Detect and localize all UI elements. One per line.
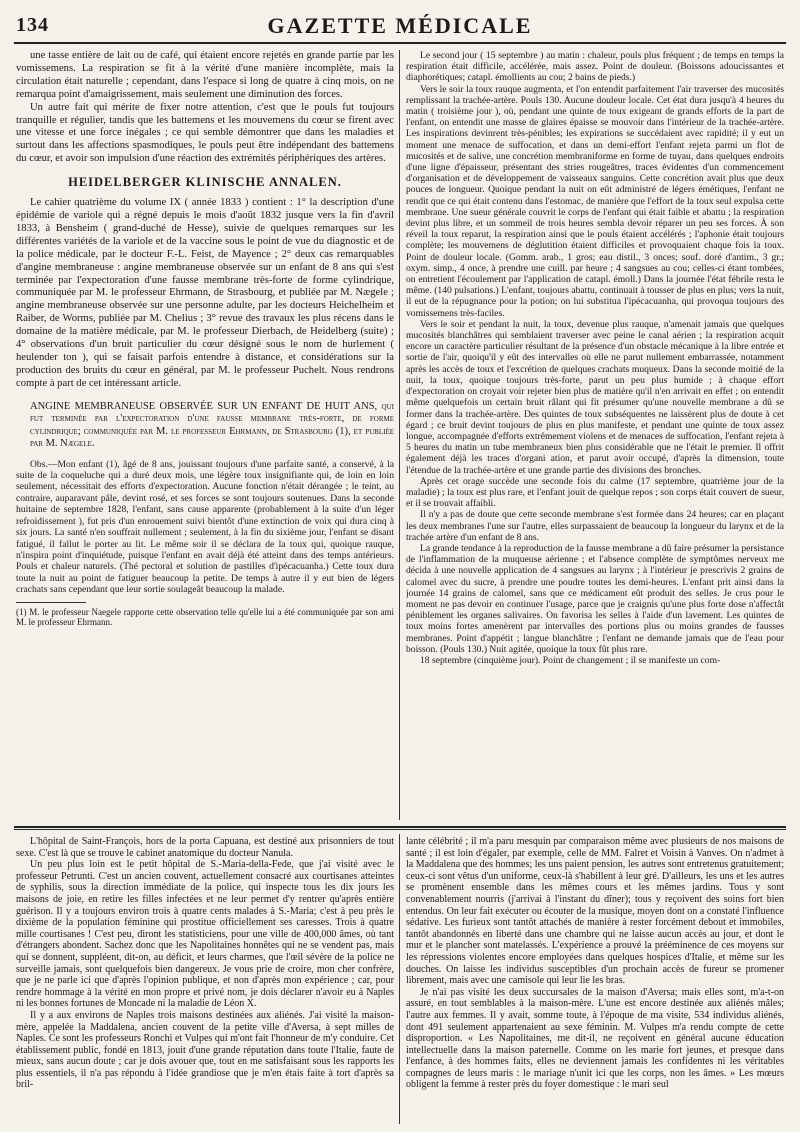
paragraph: une tasse entière de lait ou de café, qui étaient encore rejetés en grande partie par les vomissemens. La respiration se fit à la vérité d'une manière incomplète, mais la circulation était naturelle ; cependant, dans l'espace si long de quatre à cinq mois, on ne remarqua point d'amaigrissement, mais seulement une diminution des forces. bbox=[16, 50, 394, 100]
paragraph: lante célébrité ; il m'a paru mesquin par comparaison même avec plusieurs de nos maisons de santé ; il est loin d'égaler, par exemple, celle de MM. Falret et Voisin à Vanves. On n'admet à la Maddalena que des hommes; les uns paient pension, les autres sont entretenus gratuitement; ceux-ci sont vêtus d'un uniforme, ceux-là s'habillent à leur gré. D'ailleurs, les uns et les autres se promènent ensemble dans les mêmes cours et les mêmes jardins. Tous y sont convenablement nourris (j'arrivai à l'instant du dîner); tous y reçoivent des soins fort bien entendus. On leur fait exécuter ou écouter de la musique, moyen dont on a constaté l'influence sédative. Les furieux sont tantôt attachés de manière à rester forcément debout et immobiles, tantôt abandonnés en liberté dans une chambre qui ne laisse aucun accès au jour, et dont le mur et le plancher sont matelassés. L'expérience a prouvé la prééminence de ces moyens sur les répressions violentes encore employées dans quelques hospices d'Italie, et même sur les douches. On laisse les individus susceptibles d'un prochain accès de fureur se promener librement, mais avec une camisole qui leur lie les bras. bbox=[406, 836, 784, 987]
observation-paragraph: Obs.—Mon enfant (1), âgé de 8 ans, jouissant toujours d'une parfaite santé, a conservé, à la suite de la coqueluche qui a duré deux mois, une légère toux insignifiante qui, de loin en loin seulement, nécessitait des efforts d'expectoration. Aucune fonction n'était dérangée ; le teint, au contraire, auparavant pâle, devint rosé, et ses forces se sont toujours soutenues. Dans la seconde huitaine de septembre 1828, l'enfant, sans cause apparente (probablement à la suite d'un léger refroidissement ), fut pris d'un enrouement suivi bientôt d'une extinction de voix qui dura cinq à six jours. La santé n'en souffrait nullement ; seulement, à la fin du sixième jour, l'enfant se disant fatigué, il fallut le porter au lit. Le même soir il se déclara de la toux qui, quoique rauque, n'inspira point d'inquiétude, puisque l'enfant en avait déjà été atteint dans des temps antérieurs. Pouls et chaleur naturels. (Thé pectoral et solution de pastilles d'ipécacuanha.) Cette toux dura toute la nuit au point de fatiguer beaucoup la petite. De temps à autre il y eut bien de légers crachats sans cependant que leur sortie soulageât beaucoup la malade. bbox=[16, 458, 394, 596]
paragraph: La grande tendance à la reproduction de la fausse membrane a dû faire présumer la persistance de l'inflammation de la muqueuse aérienne ; et l'absence complète de symptômes nerveux me décida à une nouvelle application de 4 sangsues au larynx ; à l'intérieur je prescrivis 2 grains de calomel avec du sucre, à prendre une poudre toutes les demi-heures. L'enfant prit ainsi dans la journée 14 grains de calomel, sans que ce médicament eût produit des selles. Je crus pour le moment ne pas devoir en continuer l'usage, parce que je craignis qu'une plus forte dose n'affectât péniblement les organes salivaires. On favorisa les selles à l'aide d'un lavement. Les quintes de toux moins fortes amenèrent par intervalles des portions plus ou moins grandes de fausses membranes. Point d'appétit ; langue blanchâtre ; l'enfant ne demande jamais que de l'eau pour boisson. (Pouls 130.) Nuit agitée, quoique la toux fût plus rare. bbox=[406, 542, 784, 655]
paragraph: L'hôpital de Saint-François, hors de la porta Capuana, est destiné aux prisonniers de tout sexe. C'est là que se trouve le cabinet anatomique du docteur Nanula. bbox=[16, 836, 394, 859]
journal-title: GAZETTE MÉDICALE bbox=[267, 13, 533, 38]
horizontal-divider bbox=[14, 826, 786, 828]
column-right-bottom bbox=[406, 836, 784, 1124]
paragraph: Vers le soir et pendant la nuit, la toux, devenue plus rauque, n'amenait jamais que quelques mucosités blanchâtres qui semblaient traverser avec peine le canal aérien ; la respiration acquit encore un caractère particulier résultant de la présence d'un obstacle mécanique à la libre entrée et sortie de l'air, quoiqu'il y eût des intervalles où elle ne parut nullement embarrassée, notamment après les accès de toux et l'excrétion de quelques crachats muqueux. Dans la seconde moitié de la nuit, la toux, quoique toujours très-forte, parut un peu plus humide ; à chaque effort d'expectoration on croyait voir rejeter bien plus de matière qu'il n'en arrivait en effet ; on entendit même quelquefois un certain bruit râlant qui fit présumer qu'une nouvelle membrane a dû se former dans la trachée-artère. Des quintes de toux subséquentes ne laissèrent plus de doute à cet égard ; ce bruit devint toujours de plus en plus manifeste, et pendant une quinte de toux assez longue, accompagnée d'efforts extrêmement violens et de menaces de suffocation, l'enfant rejeta à 5 heures du matin un tube membraneux bien plus considérable que ne l'était le premier. Il offrit également déjà les traces d'organi ation, et parut avoir occupé, d'après la dimension, toute l'étendue de la trachée-artère et une grande partie des divisions des bronches. bbox=[406, 318, 784, 476]
section-title: HEIDELBERGER KLINISCHE ANNALEN. bbox=[68, 175, 342, 190]
column-divider-bottom bbox=[399, 834, 400, 1124]
paragraph: Après cet orage succède une seconde fois du calme (17 septembre, quatrième jour de la maladie) ; la toux est plus rare, et l'enfant jouit de quelque repos ; son corps était couvert de sueur, et il se trouvait affaibli. bbox=[406, 475, 784, 510]
page-header bbox=[14, 8, 786, 44]
paragraph: 18 septembre (cinquième jour). Point de changement ; il se manifeste un com- bbox=[420, 654, 721, 666]
column-right-top bbox=[406, 50, 784, 820]
page-number: 134 bbox=[16, 14, 49, 36]
newspaper-page bbox=[14, 8, 786, 1126]
paragraph: Le cahier quatrième du volume IX ( année 1833 ) contient : 1° la description d'une épidémie de variole qui a régné depuis le mois d'août 1832 jusque vers la fin d'avril 1833, à Bensheim ( grand-duché de Hesse), suivie de quelques remarques sur les différentes variétés de la variole et de la vaccine sous le point de vue du diagnostic et de la police médicale, par le docteur F.-L. Feist, de Mayence ; 2° deux cas remarquables d'angine membraneuse : angine membraneuse observée sur un enfant de 8 ans qui s'est terminée par l'expectoration d'une fausse membrane très-forte de forme cylindrique, communiquée par M. le professeur Ehrmann, de Strasbourg, et publiée par M. Nægele ; angine membraneuse observée sur une personne adulte, par les docteurs Heichelheim et Raiber, de Worms, publiée par M. Chelius ; 3° revue des travaux les plus récens dans le domaine de la matière médicale, par M. le professeur Dierbach, de Heidelberg (suite) ; 4° observations d'un bruit particulier du cœur désigné sous le nom de hurlement ( heulender ton ), qui se faisait parfois entendre à distance, et considérations sur la production des bruits du cœur en général, par M. le professeur Puchelt. Nous rendrons compte à part de cet intéressant article. bbox=[16, 197, 394, 389]
paragraph: Un autre fait qui mérite de fixer notre attention, c'est que le pouls fut toujours tranquille et régulier, tandis que les battemens et les mouvemens du cœur se firent avec une vitesse et une force inégales ; ce qui semble démontrer que dans les maladies et surtout dans les affections spasmodiques, le pouls peut être indépendant des battemens du cœur, et avoir son impulsion d'une réaction des extrémités périphériques des artères. bbox=[16, 101, 394, 165]
paragraph: Je n'ai pas visité les deux succursales de la maison d'Aversa; mais elles sont, m'a-t-on assuré, en tout semblables à la maison-mère. L'une est encore destinée aux aliénés mâles; l'autre aux femmes. Il y avait, somme toute, à l'époque de ma visite, 534 individus aliénés, dont 491 seulement appartenaient au sexe féminin. M. Vulpes m'a rendu compte de cette disproportion. « Les Napolitaines, me dit-il, ne reçoivent en général aucune éducation intellectuelle dans la maison paternelle. Comme on les marie fort jeunes, et presque dans l'enfance, à des hommes faits, elles ne deviennent jamais les confidentes ni les véritables compagnes de leurs maris : le mariage n'unit ici que les corps, non les âmes. » Les mœurs obligent la femme à rester près du foyer domestique : le mari seul bbox=[406, 986, 784, 1091]
horizontal-divider-thin bbox=[14, 829, 786, 830]
paragraph: Un peu plus loin est le petit hôpital de S.-Maria-della-Fede, que j'ai visité avec le professeur Petrunti. C'est un ancien couvent, actuellement consacré aux courtisanes atteintes de syphilis, sous la direction immédiate de la police, qui inspecte tous les dix jours les maisons de joie, en retire les filles infectées et ne leur permet d'y rentrer qu'après entière guérison. Il y a toujours environ trois à quatre cents malades à S.-Maria; c'est à peu près le dixième de la population féminine qui prostitue officiellement ses caresses. Trois à quatre mille courtisanes ! C'est peu, diront les statisticiens, pour une ville de 400,000 âmes, où tant d'étrangers abondent. Sachez donc que les Napolitaines honnêtes qui ne se vendent pas, mais qui se donnent, suppléent, dit-on, au déficit, et leurs charmes, que l'œil sévère de la police ne surveille jamais, sont quelquefois bien dangereux. Je vous prie de croire, mon cher confrère, que je ne parle ici que d'après l'opinion publique, et non d'après mon expérience ; car, pour rendre hommage à la vérité en mon propre et privé nom, je dois déclarer n'avoir eu à Naples ni les bonnes fortunes de Moncade ni la maladie de Léon X. bbox=[16, 859, 394, 1010]
paragraph: Il y a aux environs de Naples trois maisons destinées aux aliénés. J'ai visité la maison-mère, appelée la Maddalena, ancien couvent de la petite ville d'Aversa, à sept milles de Naples. Ce sont les professeurs Ronchi et Vulpes qui m'ont fait l'honneur de m'y conduire. Cet établissement public, fondé en 1813, jouit d'une grande réputation dans toute l'Italie, faute de mieux, sans aucun doute ; car je dois avouer que, tout en me satisfaisant sous les rapports les plus essentiels, il n'a pas répondu à l'idée grandiose que je m'en étais faite à tort d'après sa bril- bbox=[16, 1009, 394, 1091]
paragraph: Il n'y a pas de doute que cette seconde membrane s'est formée dans 24 heures; car en plaçant les deux membranes l'une sur l'autre, elles surpassaient de beaucoup la longueur du larynx et de la trachée artère d'un enfant de 8 ans. bbox=[406, 509, 784, 543]
footnote: (1) M. le professeur Naegele rapporte cette observation telle qu'elle lui a été communiquée par son ami M. le professeur Ehrmann. bbox=[16, 606, 394, 628]
paragraph: Vers le soir la toux rauque augmenta, et l'on entendit parfaitement l'air traverser des mucosités remplissant la trachée-artère. Pouls 130. Aucune douleur locale. Cet état dura jusqu'à 4 heures du matin ( troisième jour ), où, pendant une quinte de toux exigeant de grands efforts de la part de l'enfant, on entendit une masse de glaires épaisse se mouvoir dans l'intérieur de la trachée-artère. Les inspirations devinrent très-pénibles; les expirations se succédaient avec rapidité; il y eut un moment une menace de suffocation, et dans un demi-effort l'enfant rejeta parmi un flot de mucosités et de salive, une concrétion membraniforme en forme de tuyau, dans quelques endroits d'une ligne d'épaisseur, présentant des stries rougeâtres, traces évidentes d'un commencement d'organisation et de développement de vaisseaux sanguins. Cette concrétion avait plus que deux pouces de longueur. Quoique pendant la nuit on eût administré de légers émétiques, l'enfant ne rendit que ce qui était contenu dans l'estomac, de manière que l'effort de la toux seul expulsa cette membrane. Une sueur générale couvrit le corps de l'enfant qui était faible et abattu ; la respiration devint plus libre, et un sommeil de trois heures sembla devoir réparer un peu ses forces. À son réveil la toux reparut, la respiration ainsi que le pouls étaient accélérés ; l'aphonie était toujours complète; les mouvemens de déglutition étaient difficiles et provoquaient chaque fois la toux. Point de douleur locale. (Gomm. arab., 1 gros; eau distil., 3 onces; souf. doré d'antim., 3 gr.; oxym. simp., 4 once, à prendre une cuill. par heure ; 4 sangsues au cou; celles-ci étant tombées, on entretient l'écoulement par l'application de catapl. émoll.) Dans la journée l'état fébrile resta le même. (140 pulsations.) L'enfant, toujours abattu, continuait à tousser de plus en plus; vers la nuit, il eut de la répugnance pour la potion; on lui substitua l'ipécacuanha, qui provoqua toujours des vomissemens très-faciles. bbox=[406, 83, 784, 319]
column-divider bbox=[399, 50, 400, 820]
column-left-bottom bbox=[16, 836, 394, 1124]
footnote-rule bbox=[16, 602, 86, 603]
article-heading: ANGINE MEMBRANEUSE OBSERVÉE SUR UN ENFANT DE HUIT ANS, qui fut terminée par l'expectoration d'une fausse membrane très-forte, de forme cylindrique; communiquée par M. le professeur Ehrmann, de Strasbourg (1), et publiée par M. Nægele. bbox=[30, 400, 394, 450]
paragraph: Le second jour ( 15 septembre ) au matin : chaleur, pouls plus fréquent ; de temps en temps la respiration était difficile, accélérée, mais assez. Point de douleur. (Boissons adoucissantes et diaphorétiques; catapl. émollients au cou; 2 bains de pieds.) bbox=[406, 50, 784, 84]
column-left-top bbox=[16, 50, 394, 795]
